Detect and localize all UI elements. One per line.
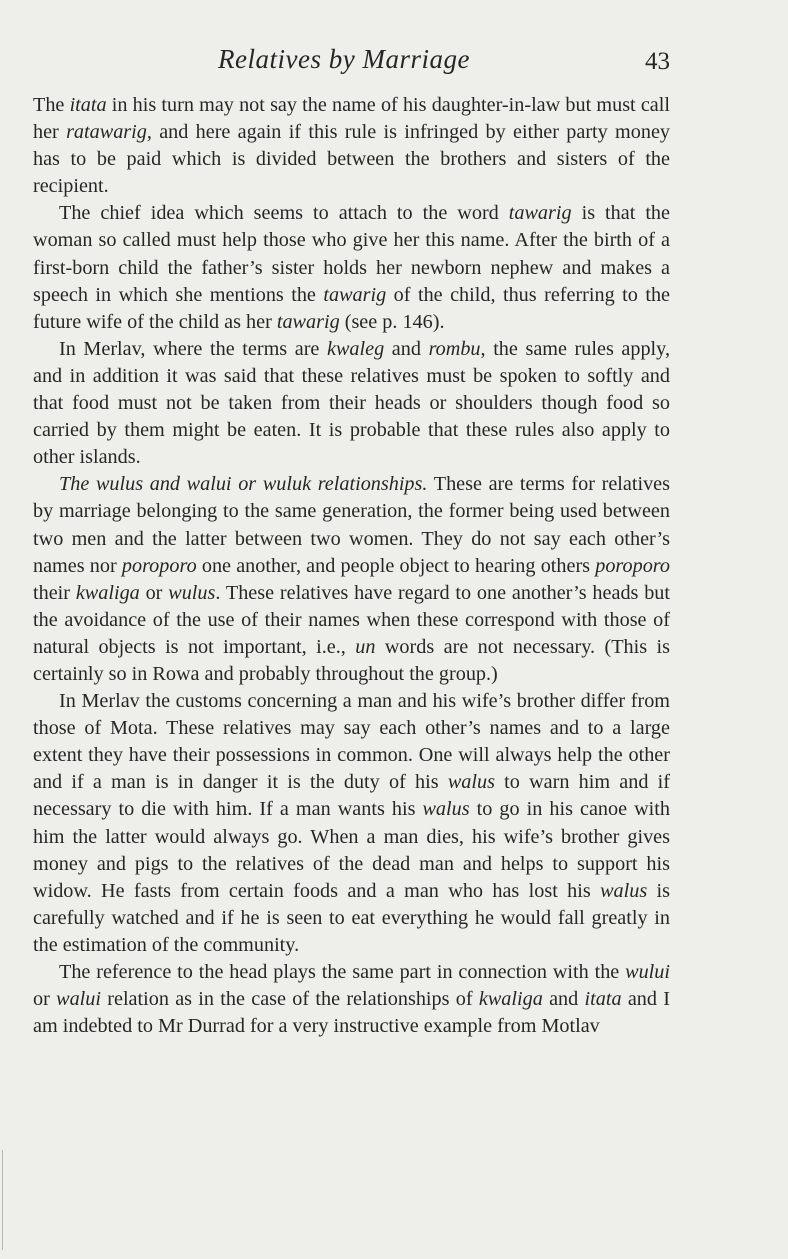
text-run: The reference to the head plays the same part in connection with the (59, 961, 626, 983)
text-run: to warn him and if necessary to die with him. If a man wants his (33, 771, 670, 821)
text-run: (see p. 146). (339, 310, 445, 333)
italic-term: tawarig (323, 283, 387, 306)
italic-term: kwaliga (75, 581, 140, 604)
italic-term: poroporo (121, 554, 197, 577)
paragraph (33, 200, 670, 335)
paragraph (33, 959, 670, 1040)
text-run: and (384, 337, 429, 360)
text-run: In Merlav the customs concerning a man and his wife’s brother differ from those of Mota. These relatives may say each other’s names and to a large extent they have their possessions in common. One will always help the other and if a man is in danger it is the duty of his (33, 690, 670, 794)
text-run: These are terms for relatives by marriage belonging to the same generation, the former being used between two men and the latter between two women. They do not say each other’s names nor (33, 473, 671, 577)
italic-term: wului (625, 961, 670, 983)
italic-term: itata (69, 94, 107, 116)
italic-term: itata (584, 988, 622, 1011)
text-run: of the child, thus referring to the future wife of the child as her (33, 283, 670, 333)
page-edge-line (2, 1150, 3, 1250)
text-run: , and here again if this rule is infringed by either party money has to be paid which is divided between the brothers and sisters of the recipient. (33, 121, 670, 198)
italic-term: walus (600, 879, 648, 902)
paragraph (33, 688, 670, 959)
italic-term: kwaliga (478, 988, 543, 1011)
page-header (0, 42, 788, 82)
italic-term: ratawarig (66, 121, 147, 144)
text-run: In Merlav, where the terms are (59, 337, 327, 360)
paragraph (33, 471, 670, 688)
running-title: Relatives by Marriage (218, 44, 470, 74)
text-run: or (139, 581, 169, 604)
italic-term: rombu (428, 337, 481, 360)
text-run: their (33, 581, 76, 604)
italic-term: un (355, 635, 376, 658)
text-run: words are not necessary. (This is certainly so in Rowa and probably throughout the group.) (33, 635, 670, 685)
italic-term: walus (422, 798, 470, 821)
italic-term: kwaleg (327, 337, 385, 360)
text-run: and I am indebted to Mr Durrad for a very instructive example from Motlav (33, 988, 670, 1038)
text-run: , the same rules apply, and in addition it was said that these relatives must be spoken to softly and that food must not be taken from their heads or shoulders though food so carried by them might be eaten. It is probable that these rules also apply to other islands. (33, 337, 670, 469)
text-run: and (542, 988, 585, 1011)
italic-term: poroporo (595, 554, 671, 577)
italic-term: walui (56, 988, 101, 1011)
text-run: to go in his canoe with him the latter would always go. When a man dies, his wife’s brother gives money and pigs to the relatives of the dead man and helps to support his widow. He fasts from certain foods and a man who has lost his (33, 798, 670, 902)
text-run: in his turn may not say the name of his daughter-in-law but must call her (33, 94, 670, 144)
text-run: relation as in the case of the relationships of (100, 988, 479, 1011)
text-run: one another, and people object to hearing others (196, 554, 596, 577)
text-run: . These relatives have regard to one another’s heads but the avoidance of the use of their names when these correspond with those of natural objects is not important, i.e., (33, 581, 671, 658)
page-number: 43 (645, 48, 670, 75)
paragraph (33, 92, 670, 200)
paragraph (33, 336, 670, 471)
italic-term: walus (447, 771, 495, 794)
italic-term: wulus (168, 581, 216, 604)
text-run: The (33, 94, 70, 116)
text-run: The chief idea which seems to attach to the word (59, 202, 509, 225)
italic-term: The wulus and walui or wuluk relationships. (59, 473, 428, 496)
body-text (33, 92, 670, 1040)
text-run: is that the woman so called must help those who give her this name. After the birth of a first-born child the father’s sister holds her newborn nephew and makes a speech in which she mentions the (33, 202, 670, 306)
text-run: or (33, 988, 57, 1011)
italic-term: tawarig (508, 202, 572, 225)
italic-term: tawarig (276, 310, 340, 333)
text-run: is carefully watched and if he is seen to eat everything he would fall greatly in the estimation of the community. (33, 879, 671, 956)
